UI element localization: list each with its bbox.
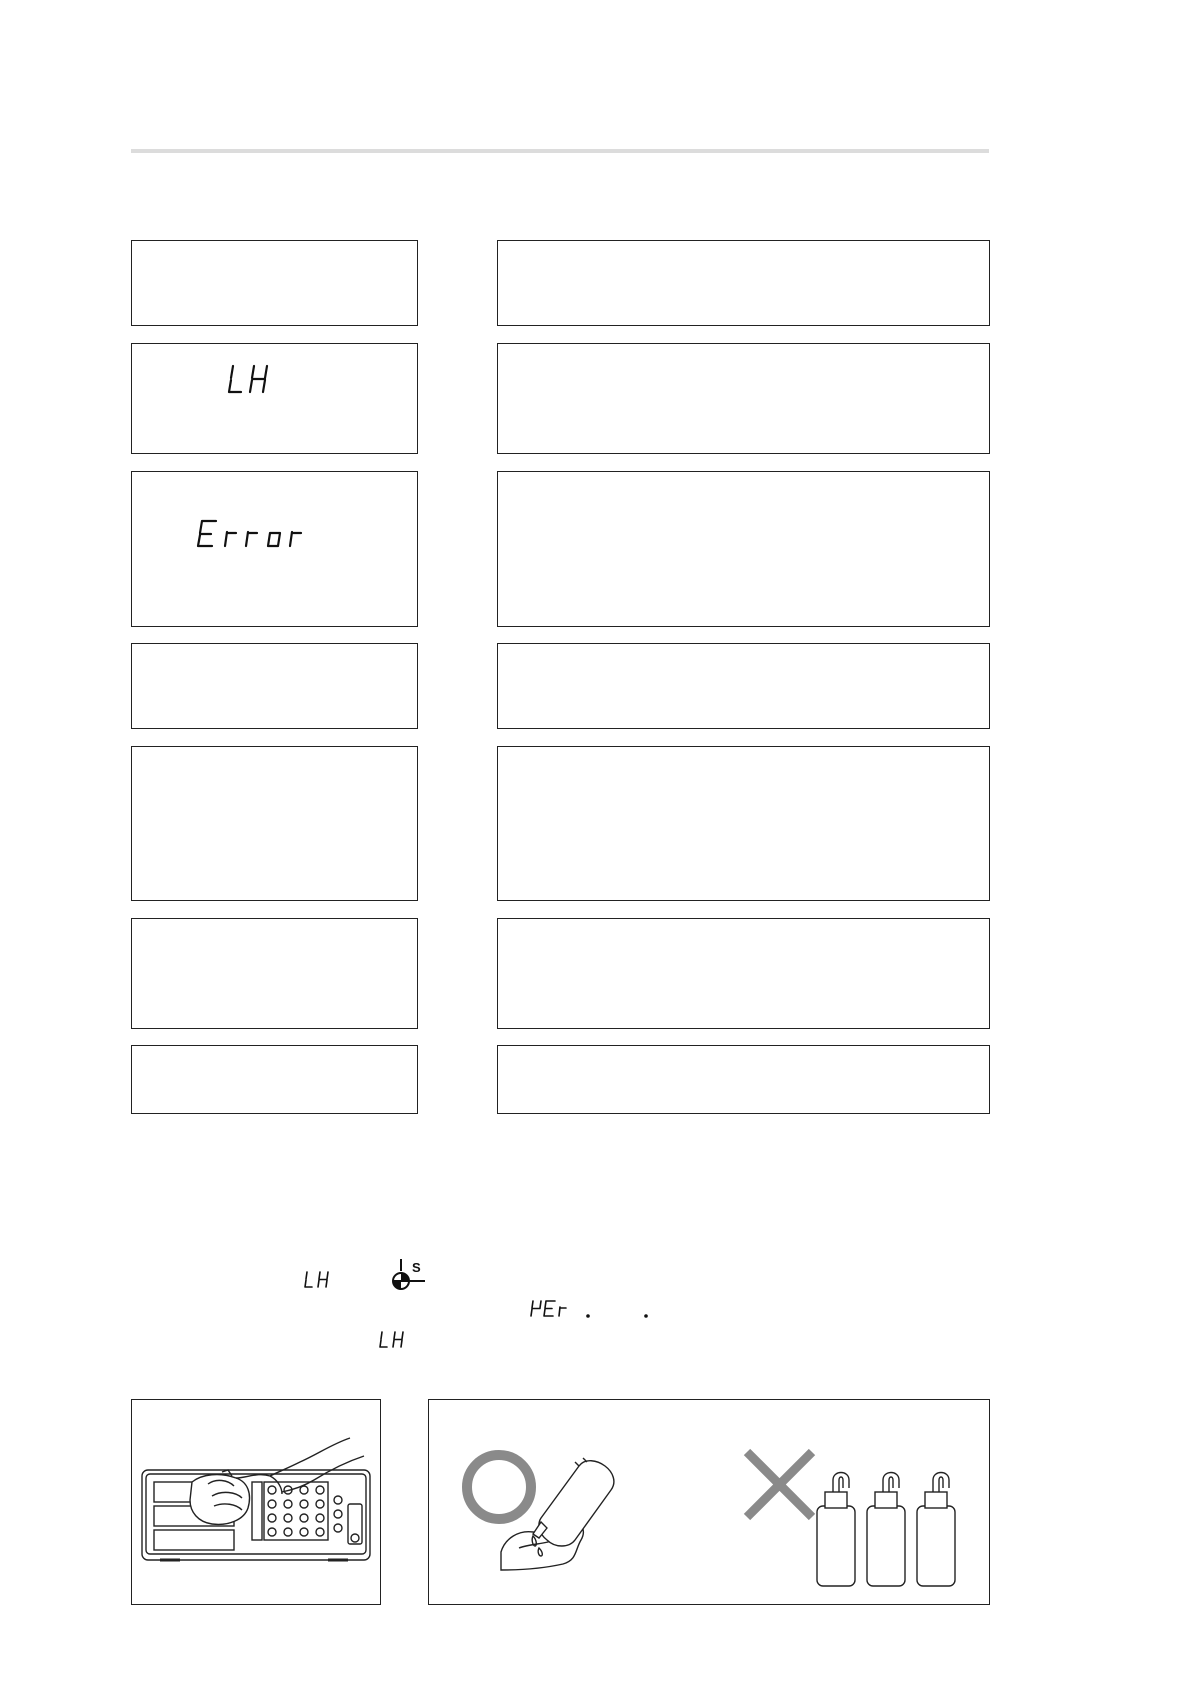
wipe-panel-illustration [132, 1400, 380, 1604]
table-cell-right-5 [497, 746, 990, 901]
table-cell-right-4 [497, 643, 990, 729]
wash-bottles-illustration [817, 1473, 955, 1587]
reference-point-s-label: S [412, 1260, 421, 1275]
table-cell-right-7 [497, 1045, 990, 1114]
table-cell-right-2 [497, 343, 990, 454]
reject-cross-icon [747, 1452, 812, 1517]
wipe-panel-figure [131, 1399, 381, 1605]
segment-display-error-icon [196, 519, 306, 549]
table-cell-left-3 [131, 471, 418, 627]
body-display-ver [531, 1299, 659, 1321]
table-cell-left-5 [131, 746, 418, 901]
table-cell-right-1 [497, 240, 990, 326]
table-cell-left-7 [131, 1045, 418, 1114]
accept-circle-icon [467, 1455, 531, 1519]
table-cell-left-1 [131, 240, 418, 326]
body-display-lh-1 [304, 1270, 332, 1290]
table-cell-left-4 [131, 643, 418, 729]
table-cell-right-3 [497, 471, 990, 627]
cleaning-method-illustration [429, 1400, 989, 1604]
header-rule [131, 149, 989, 153]
cleaning-method-figure [428, 1399, 990, 1605]
reference-point-s-icon [389, 1257, 429, 1291]
table-cell-left-2 [131, 343, 418, 454]
segment-display-lh-icon [228, 364, 274, 394]
body-display-lh-2 [379, 1330, 407, 1350]
table-cell-left-6 [131, 918, 418, 1029]
table-cell-right-6 [497, 918, 990, 1029]
